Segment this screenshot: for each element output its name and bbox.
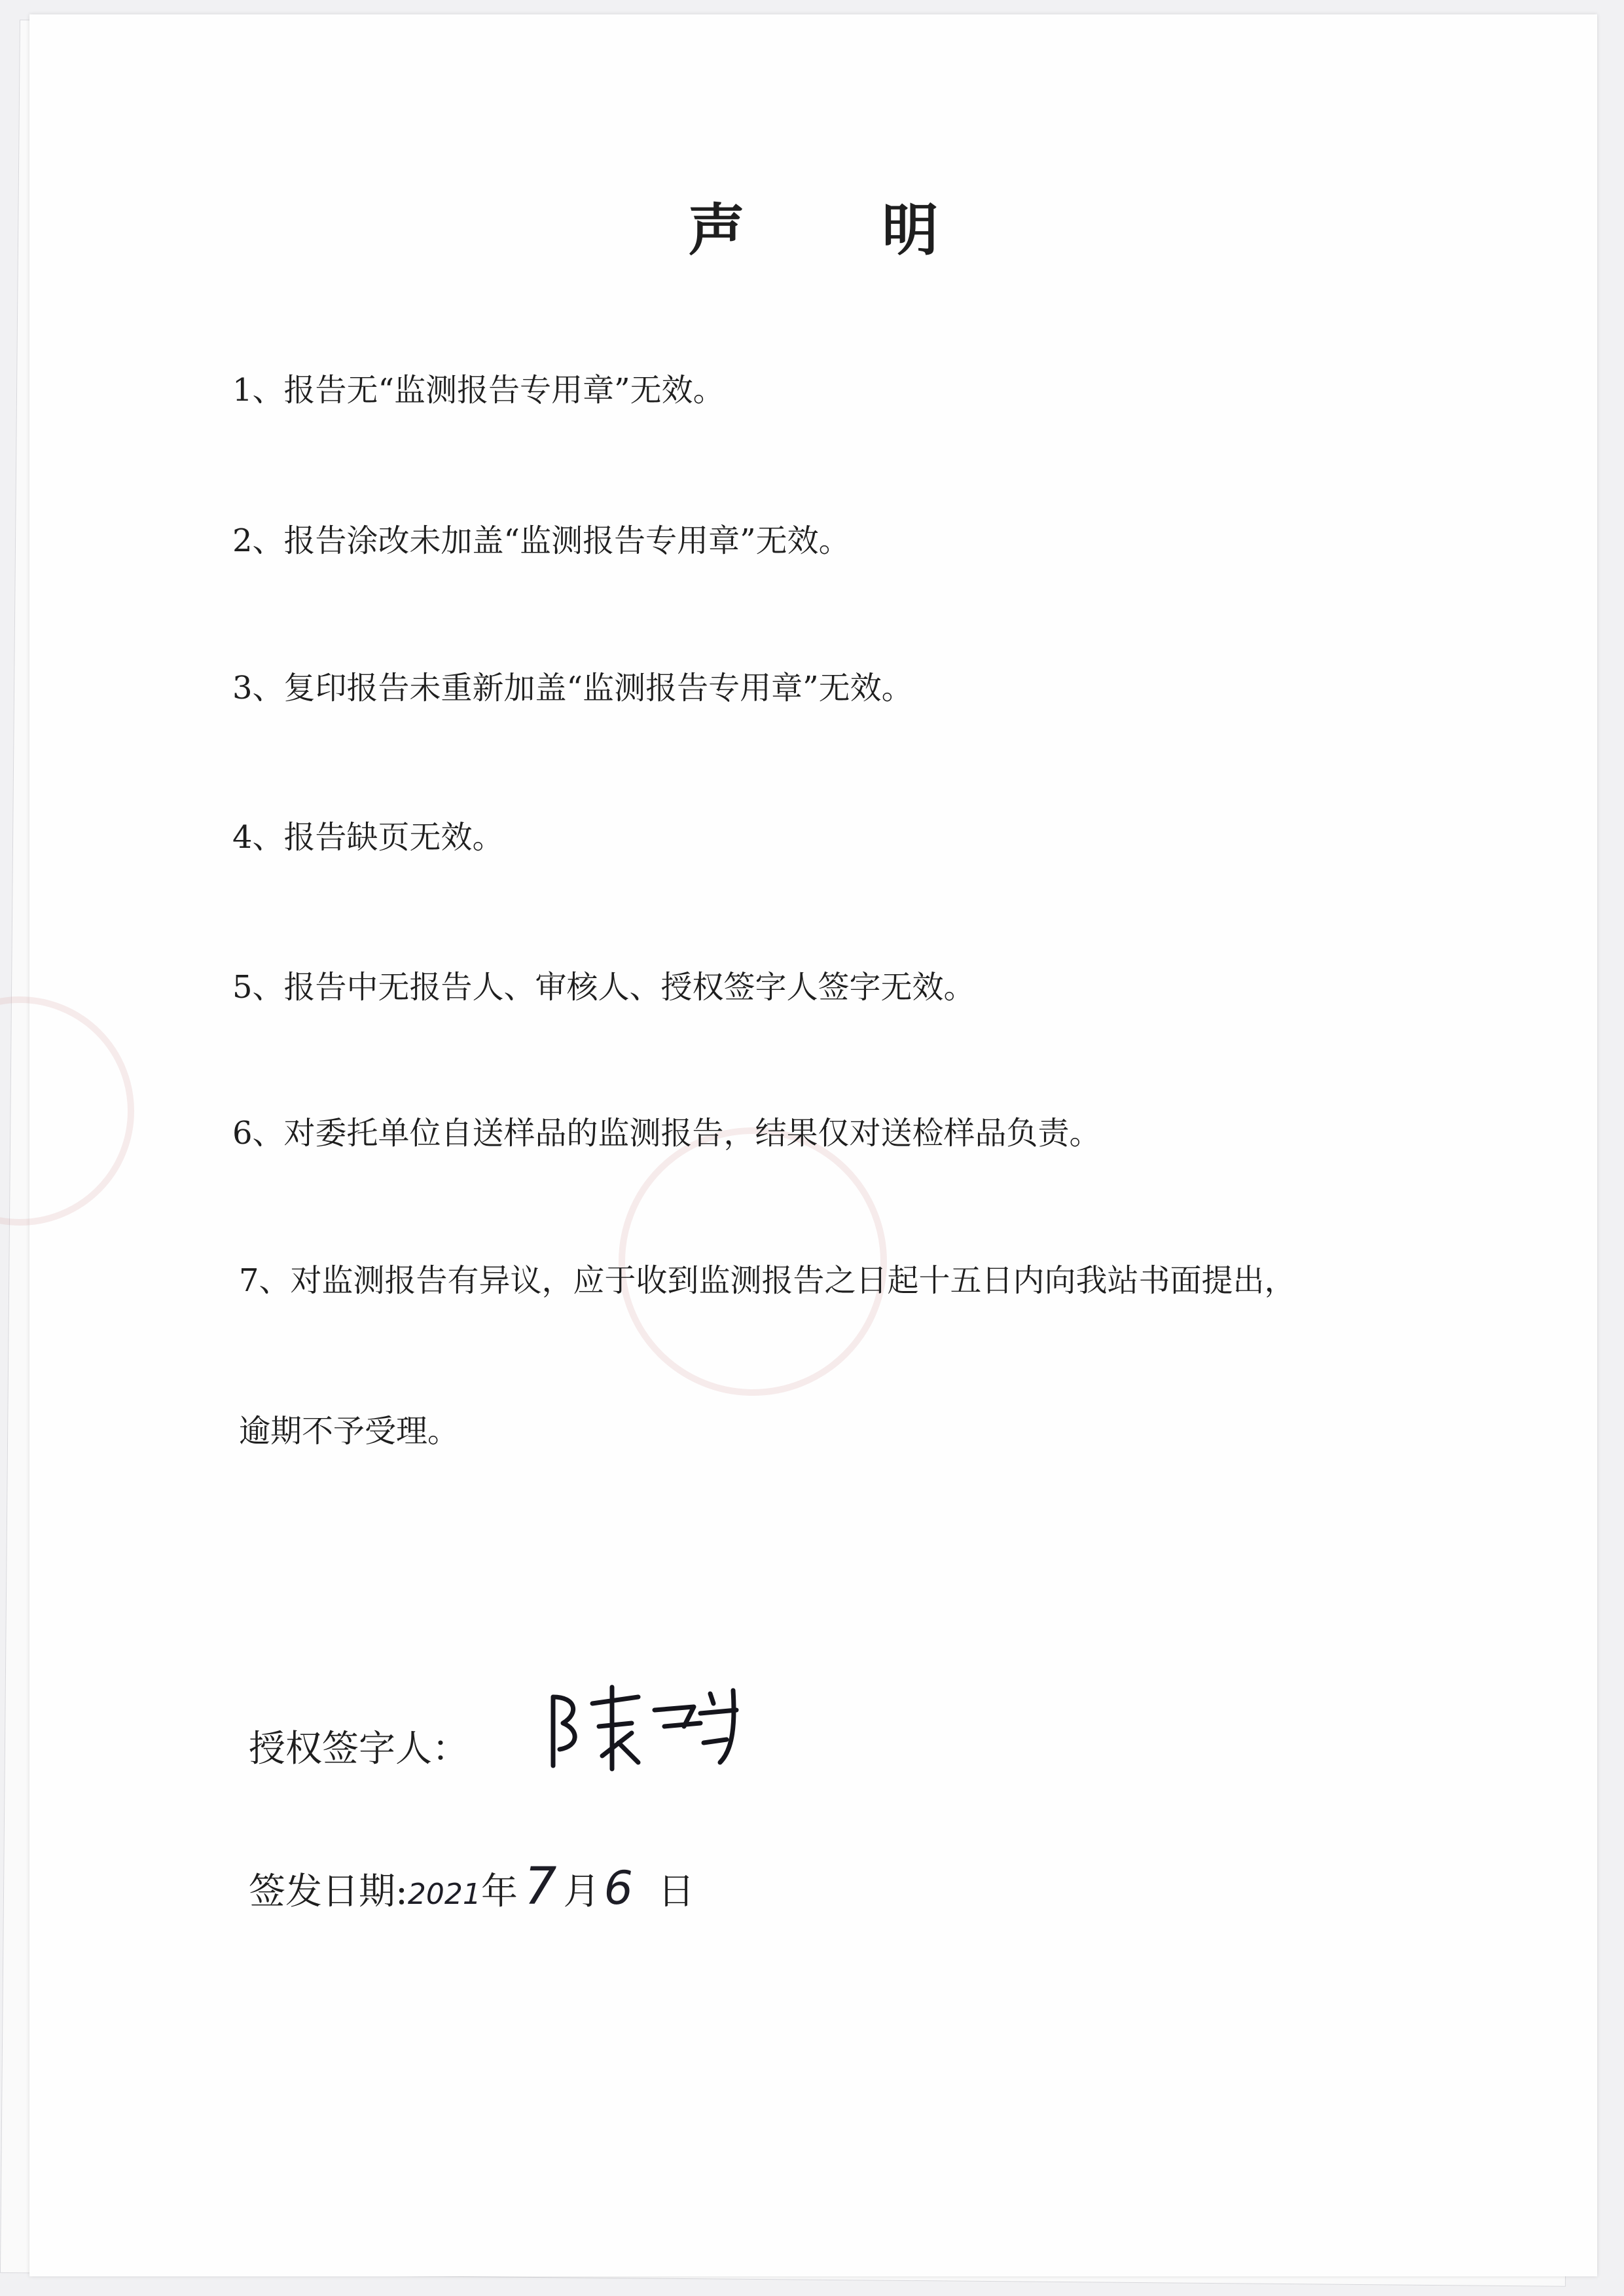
clause-1: 1、报告无“监测报告专用章”无效。	[232, 372, 725, 409]
page-title: 声 明	[688, 197, 998, 263]
clause-7: 7、对监测报告有异议，应于收到监测报告之日起十五日内向我站书面提出，	[239, 1262, 1296, 1299]
clause-4: 4、报告缺页无效。	[232, 819, 504, 856]
handwritten-year: 2021	[407, 1878, 481, 1911]
month-char: 月	[563, 1870, 600, 1913]
year-char: 年	[480, 1870, 518, 1913]
clause-3: 3、复印报告未重新加盖“监测报告专用章”无效。	[232, 670, 913, 706]
signatory-row	[249, 1720, 469, 1772]
issue-date-row	[249, 1857, 695, 1916]
day-char: 日	[658, 1870, 695, 1913]
document-page	[29, 14, 1597, 2276]
clause-5: 5、报告中无报告人、审核人、授权签字人签字无效。	[232, 969, 975, 1006]
handwritten-day: 6	[604, 1861, 634, 1915]
handwritten-month: 7	[524, 1857, 557, 1916]
clause-7-continuation: 逾期不予受理。	[239, 1413, 460, 1449]
clause-2: 2、报告涂改未加盖“监测报告专用章”无效。	[232, 522, 850, 559]
date-label: 签发日期:	[249, 1870, 408, 1913]
clause-6: 6、对委托单位自送样品的监测报告，结果仅对送检样品负责。	[232, 1115, 1101, 1152]
handwritten-signature	[540, 1677, 749, 1776]
signatory-label: 授权签字人：	[249, 1728, 469, 1770]
